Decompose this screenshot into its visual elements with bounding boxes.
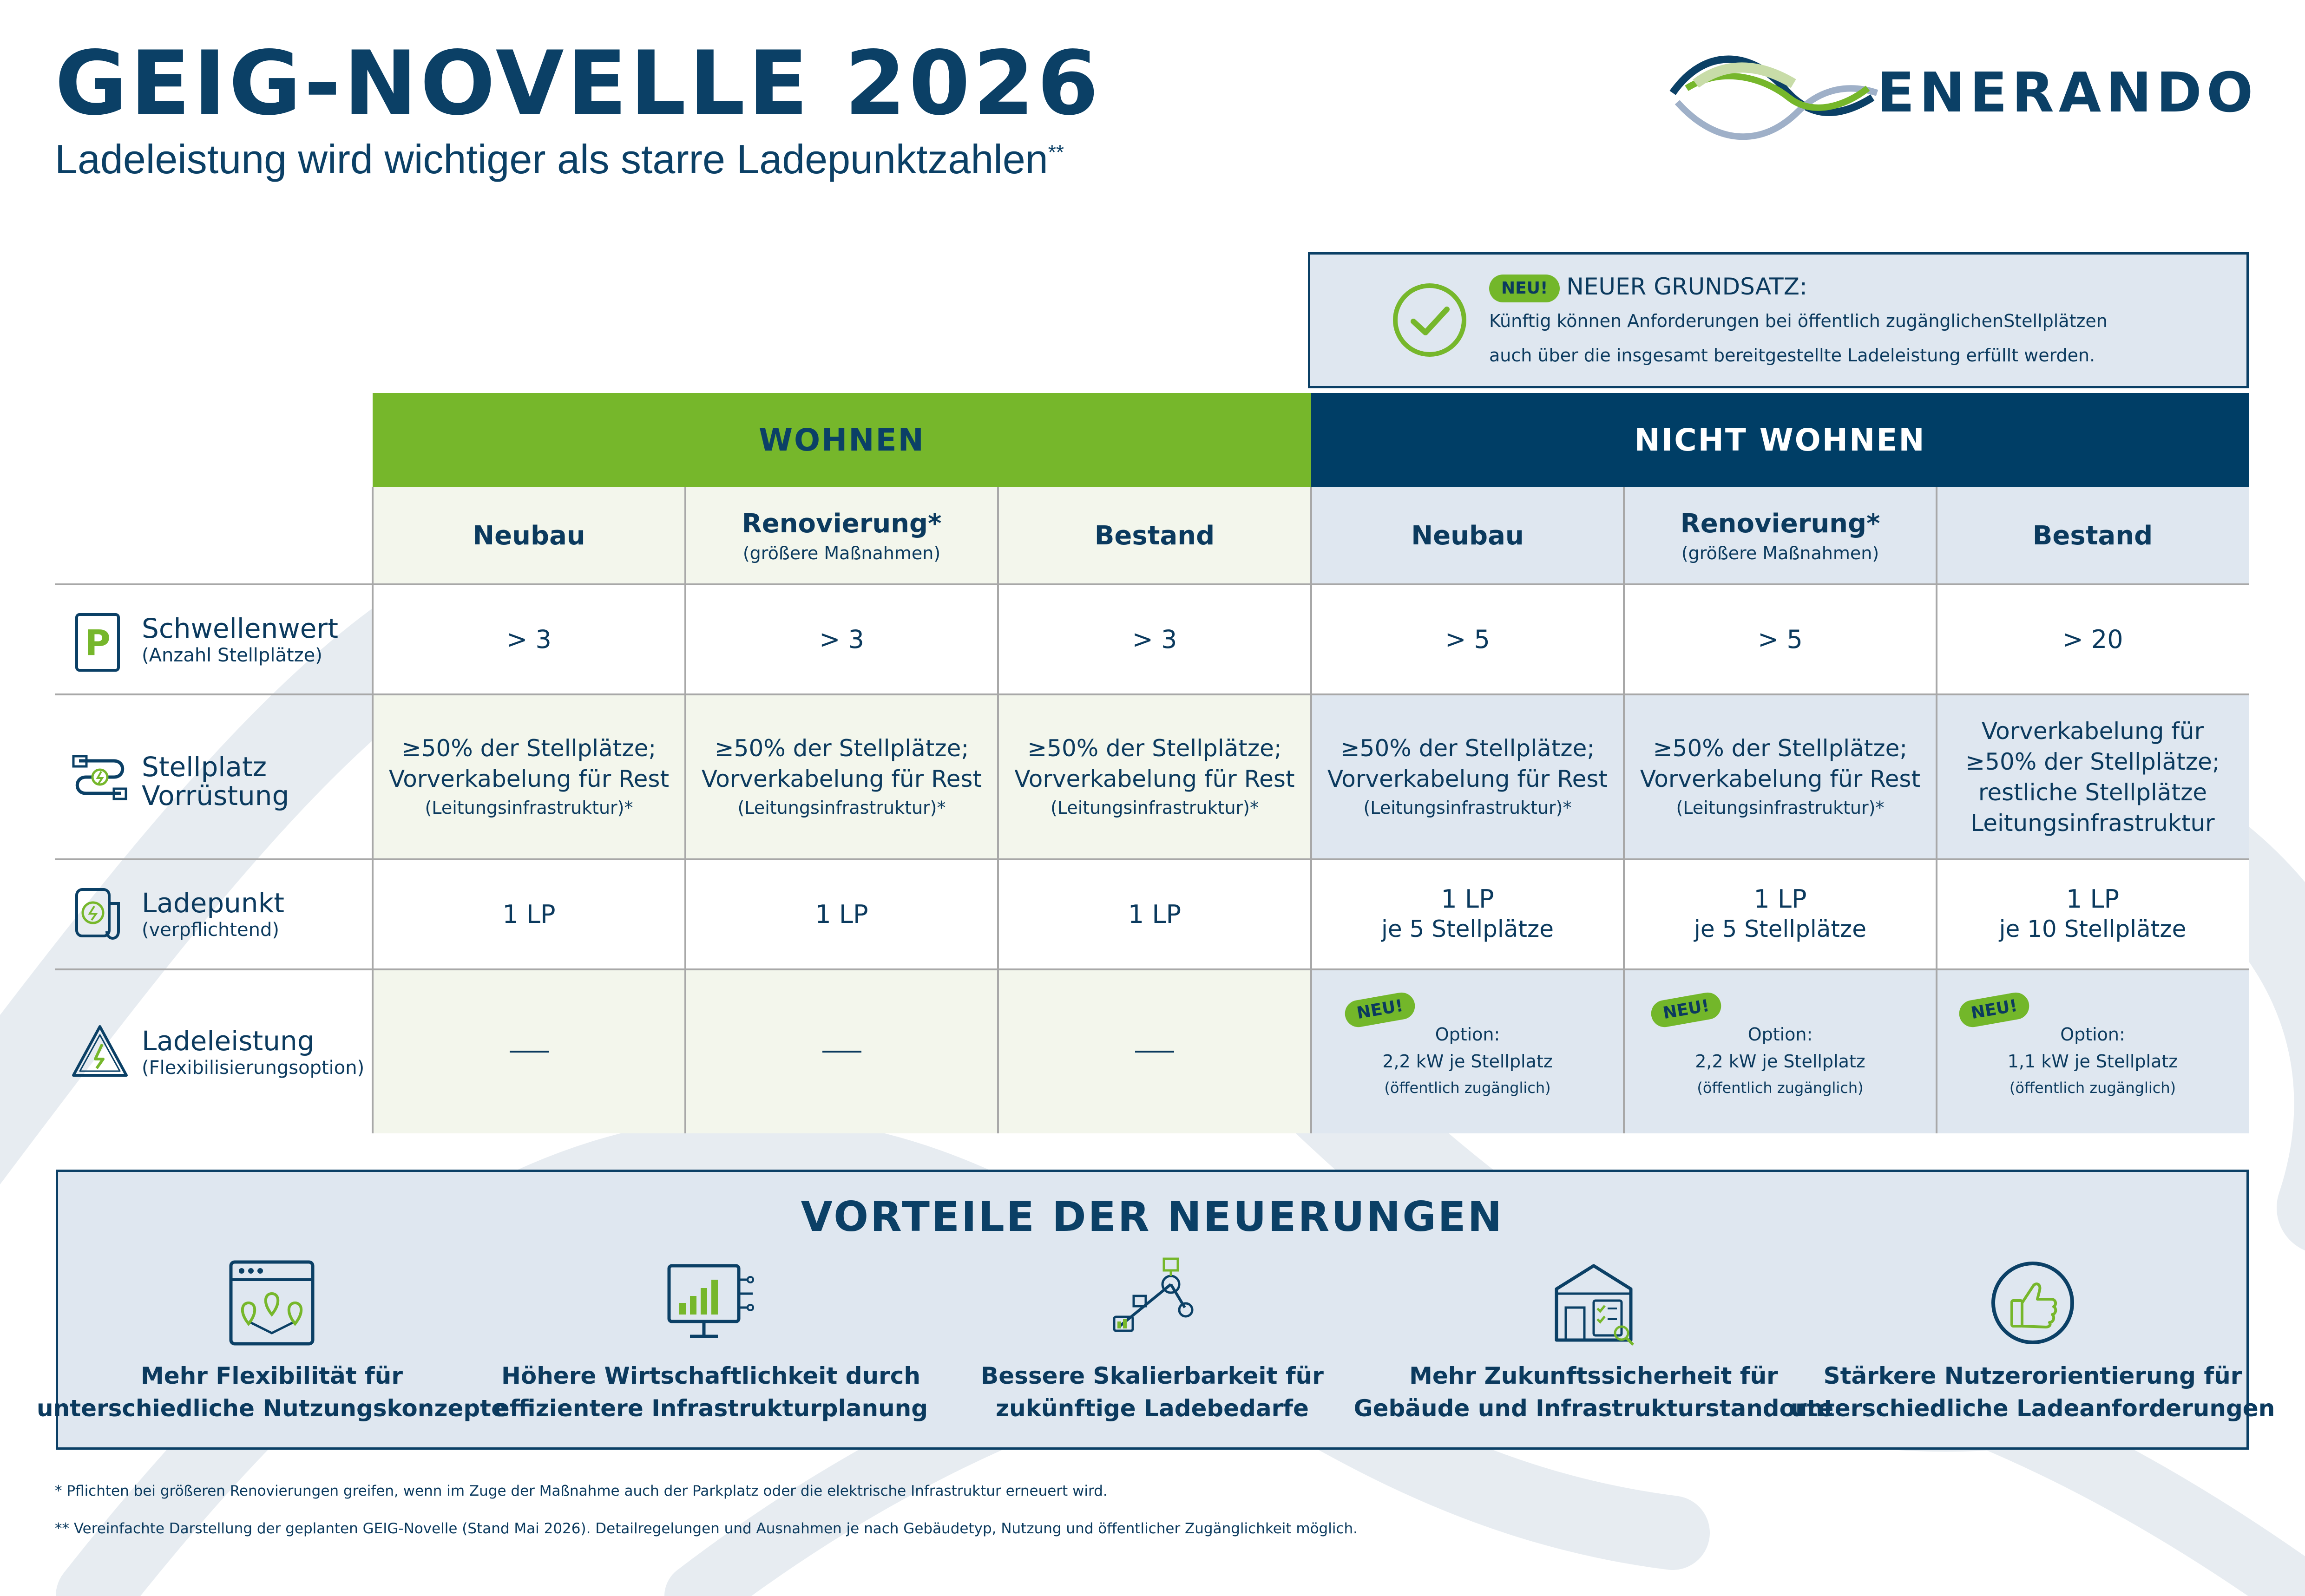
group-header-wohnen: WOHNEN bbox=[373, 393, 1311, 487]
row-label-main-2: Vorrüstung bbox=[142, 780, 289, 811]
notice-heading: NEUER GRUNDSATZ: bbox=[1566, 273, 1807, 300]
table-cell bbox=[998, 584, 1311, 694]
table-cell bbox=[373, 584, 685, 694]
cell-line: ≥50% der Stellplätze; bbox=[1340, 734, 1595, 762]
column-note: (größere Maßnahmen) bbox=[742, 543, 941, 563]
table-cell bbox=[685, 694, 998, 859]
cell-line: Vorverkabelung für Rest bbox=[1640, 765, 1921, 792]
benefit-line: Stärkere Nutzerorientierung für bbox=[1823, 1362, 2242, 1389]
benefits-title: VORTEILE DER NEUERUNGEN bbox=[801, 1193, 1504, 1241]
check-circle-icon bbox=[1390, 281, 1469, 360]
cell-line: (Leitungsinfrastruktur)* bbox=[1676, 797, 1885, 818]
table-cell bbox=[998, 694, 1311, 859]
table-cell bbox=[1624, 969, 1937, 1133]
cell-line: restliche Stellplätze bbox=[1978, 778, 2207, 806]
benefit-line: unterschiedliche Nutzungskonzepte bbox=[37, 1395, 507, 1422]
cell-line: Option: bbox=[2060, 1024, 2125, 1045]
table-cell bbox=[685, 969, 998, 1133]
cell-line: 1 LP bbox=[2066, 884, 2120, 914]
cell-line: ≥50% der Stellplätze; bbox=[714, 734, 969, 762]
column-header-nichtwohnen-renovierung bbox=[1624, 487, 1937, 584]
svg-text:P: P bbox=[85, 622, 111, 663]
benefit-line: Gebäude und Infrastrukturstandorte bbox=[1353, 1395, 1834, 1422]
table-cell bbox=[1311, 859, 1624, 969]
column-header-wohnen-neubau bbox=[373, 487, 685, 584]
cell-line: (öffentlich zugänglich) bbox=[1384, 1079, 1551, 1097]
row-label-schwellenwert bbox=[142, 614, 338, 668]
cell-line: Option: bbox=[1435, 1024, 1500, 1045]
cell-line: 2,2 kW je Stellplatz bbox=[1382, 1051, 1553, 1072]
benefit-line: zukünftige Ladebedarfe bbox=[996, 1395, 1309, 1422]
benefit-text bbox=[1791, 1360, 2275, 1425]
subtitle-footnote-mark: ** bbox=[1048, 141, 1064, 164]
cell-line: 1 LP bbox=[502, 900, 556, 929]
benefit-item bbox=[1353, 1256, 1834, 1433]
benefit-line: Mehr Flexibilität für bbox=[140, 1362, 403, 1389]
table-cell bbox=[685, 584, 998, 694]
row-label-stellplatz-vorruestung bbox=[142, 752, 289, 810]
cell-line: Vorverkabelung für Rest bbox=[701, 765, 982, 792]
notice-content bbox=[1489, 269, 2242, 373]
notice-heading-line bbox=[1489, 269, 2242, 304]
column-title: Renovierung* bbox=[742, 508, 942, 539]
cell-value: > 3 bbox=[1132, 625, 1177, 654]
thumbs-up-icon bbox=[1986, 1256, 2079, 1349]
cell-line: ≥50% der Stellplätze; bbox=[1027, 734, 1282, 762]
empty-dash bbox=[822, 1051, 861, 1053]
notice-line-1: Künftig können Anforderungen bei öffentlich zugänglichenStellplätzen bbox=[1489, 311, 2108, 331]
cell-line: je 10 Stellplätze bbox=[1999, 916, 2187, 942]
cell-line: (Leitungsinfrastruktur)* bbox=[737, 797, 946, 818]
cell-line: 1 LP bbox=[1128, 900, 1182, 929]
table-cell bbox=[998, 859, 1311, 969]
new-badge: NEU! bbox=[1343, 990, 1417, 1029]
benefit-line: unterschiedliche Ladeanforderungen bbox=[1790, 1395, 2275, 1422]
cell-value: > 20 bbox=[2062, 625, 2123, 654]
table-cell bbox=[998, 969, 1311, 1133]
column-header-nichtwohnen-neubau bbox=[1311, 487, 1624, 584]
table-cell bbox=[1937, 694, 2249, 859]
new-badge: NEU! bbox=[1957, 990, 2031, 1029]
row-label-ladepunkt bbox=[142, 889, 284, 942]
cell-line: 1 LP bbox=[1753, 884, 1807, 914]
building-checklist-icon bbox=[1547, 1256, 1640, 1349]
cable-icon bbox=[70, 747, 130, 807]
cell-value: > 5 bbox=[1445, 625, 1490, 654]
benefit-text bbox=[494, 1360, 928, 1425]
cell-line: 1,1 kW je Stellplatz bbox=[2007, 1051, 2178, 1072]
subtitle-text: Ladeleistung wird wichtiger als starre Ladepunktzahlen bbox=[55, 136, 1048, 182]
row-label-sub: (Flexibilisierungsoption) bbox=[142, 1057, 365, 1079]
table-cell bbox=[1937, 859, 2249, 969]
cell-line: Vorverkabelung für Rest bbox=[1014, 765, 1295, 792]
page-subtitle bbox=[55, 137, 1064, 182]
empty-dash bbox=[510, 1051, 549, 1053]
table-cell bbox=[1937, 969, 2249, 1133]
benefit-line: effizientere Infrastrukturplanung bbox=[493, 1395, 928, 1422]
row-label-main: Ladeleistung bbox=[142, 1025, 315, 1057]
cell-line: (Leitungsinfrastruktur)* bbox=[1363, 797, 1572, 818]
table-cell bbox=[373, 694, 685, 859]
cell-line: Vorverkabelung für bbox=[1981, 717, 2204, 745]
brand-logo-wave-icon bbox=[1668, 37, 1882, 158]
cell-line: je 5 Stellplätze bbox=[1381, 916, 1554, 942]
cell-value: > 5 bbox=[1758, 625, 1803, 654]
cell-line: Option: bbox=[1747, 1024, 1813, 1045]
power-warning-icon bbox=[70, 1022, 130, 1082]
cell-value: > 3 bbox=[819, 625, 864, 654]
column-header-nichtwohnen-bestand bbox=[1937, 487, 2249, 584]
column-title: Bestand bbox=[2032, 520, 2153, 551]
row-label-sub: (verpflichtend) bbox=[142, 919, 280, 941]
benefit-line: Mehr Zukunftssicherheit für bbox=[1409, 1362, 1778, 1389]
notice-line-2: auch über die insgesamt bereitgestellte Ladeleistung erfüllt werden. bbox=[1489, 345, 2095, 366]
table-cell bbox=[1311, 969, 1624, 1133]
map-pins-icon bbox=[225, 1256, 318, 1349]
new-badge: NEU! bbox=[1489, 275, 1560, 302]
scaling-network-icon bbox=[1106, 1256, 1199, 1349]
page-title: GEIG-NOVELLE 2026 bbox=[55, 32, 1102, 135]
table-cell bbox=[1624, 694, 1937, 859]
cell-line: (öffentlich zugänglich) bbox=[2009, 1079, 2176, 1097]
benefit-text bbox=[1354, 1360, 1834, 1425]
footnote-2: ** Vereinfachte Darstellung der geplanten GEIG-Novelle (Stand Mai 2026). Detailregelungen und Ausnahmen je nach Gebäudetyp, Nutzung und öffentlicher Zugänglichkeit möglich. bbox=[55, 1520, 1358, 1537]
chart-monitor-icon bbox=[664, 1256, 757, 1349]
empty-dash bbox=[1135, 1051, 1174, 1053]
benefit-text bbox=[981, 1360, 1324, 1425]
cell-line: Vorverkabelung für Rest bbox=[1327, 765, 1608, 792]
cell-line: (öffentlich zugänglich) bbox=[1697, 1079, 1864, 1097]
table-cell bbox=[1624, 859, 1937, 969]
cell-line: 2,2 kW je Stellplatz bbox=[1695, 1051, 1865, 1072]
column-title: Renovierung* bbox=[1680, 508, 1880, 539]
benefit-item bbox=[1790, 1256, 2275, 1433]
parking-sign-icon bbox=[74, 612, 121, 673]
column-note: (größere Maßnahmen) bbox=[1681, 543, 1879, 563]
cell-line: ≥50% der Stellplätze; bbox=[1653, 734, 1908, 762]
benefit-text bbox=[37, 1360, 507, 1425]
table-cell bbox=[373, 969, 685, 1133]
table-cell bbox=[373, 859, 685, 969]
cell-line: ≥50% der Stellplätze; bbox=[401, 734, 657, 762]
column-title: Bestand bbox=[1094, 520, 1215, 551]
table-cell bbox=[685, 859, 998, 969]
cell-line: (Leitungsinfrastruktur)* bbox=[425, 797, 633, 818]
row-label-main: Ladepunkt bbox=[142, 887, 285, 919]
column-header-wohnen-bestand bbox=[998, 487, 1311, 584]
cell-value: > 3 bbox=[506, 625, 552, 654]
benefit-item bbox=[493, 1256, 929, 1433]
benefit-item bbox=[37, 1256, 507, 1433]
row-label-main: Stellplatz bbox=[142, 751, 267, 783]
table-cell bbox=[1311, 694, 1624, 859]
brand-name: ENERANDO bbox=[1877, 60, 2258, 124]
column-title: Neubau bbox=[1411, 520, 1524, 551]
table-cell bbox=[1624, 584, 1937, 694]
benefit-line: Höhere Wirtschaftlichkeit durch bbox=[501, 1362, 920, 1389]
benefit-item bbox=[934, 1256, 1371, 1433]
cell-line: (Leitungsinfrastruktur)* bbox=[1050, 797, 1259, 818]
table-cell bbox=[1311, 584, 1624, 694]
row-label-main: Schwellenwert bbox=[142, 613, 338, 644]
cell-line: Leitungsinfrastruktur bbox=[1970, 809, 2215, 837]
cell-line: je 5 Stellplätze bbox=[1694, 916, 1867, 942]
charging-station-icon bbox=[72, 885, 128, 945]
row-label-sub: (Anzahl Stellplätze) bbox=[142, 645, 322, 666]
table-cell bbox=[1937, 584, 2249, 694]
new-badge: NEU! bbox=[1649, 990, 1723, 1029]
cell-line: 1 LP bbox=[1441, 884, 1494, 914]
benefit-line: Bessere Skalierbarkeit für bbox=[981, 1362, 1324, 1389]
group-header-nicht-wohnen: NICHT WOHNEN bbox=[1311, 393, 2249, 487]
row-label-ladeleistung bbox=[142, 1027, 364, 1080]
cell-line: 1 LP bbox=[815, 900, 868, 929]
column-title: Neubau bbox=[473, 520, 585, 551]
cell-line: Vorverkabelung für Rest bbox=[388, 765, 670, 792]
column-header-wohnen-renovierung bbox=[685, 487, 998, 584]
footnote-1: * Pflichten bei größeren Renovierungen greifen, wenn im Zuge der Maßnahme auch der Parkplatz oder die elektrische Infrastruktur erneuert wird. bbox=[55, 1483, 1108, 1499]
cell-line: ≥50% der Stellplätze; bbox=[1965, 748, 2220, 775]
